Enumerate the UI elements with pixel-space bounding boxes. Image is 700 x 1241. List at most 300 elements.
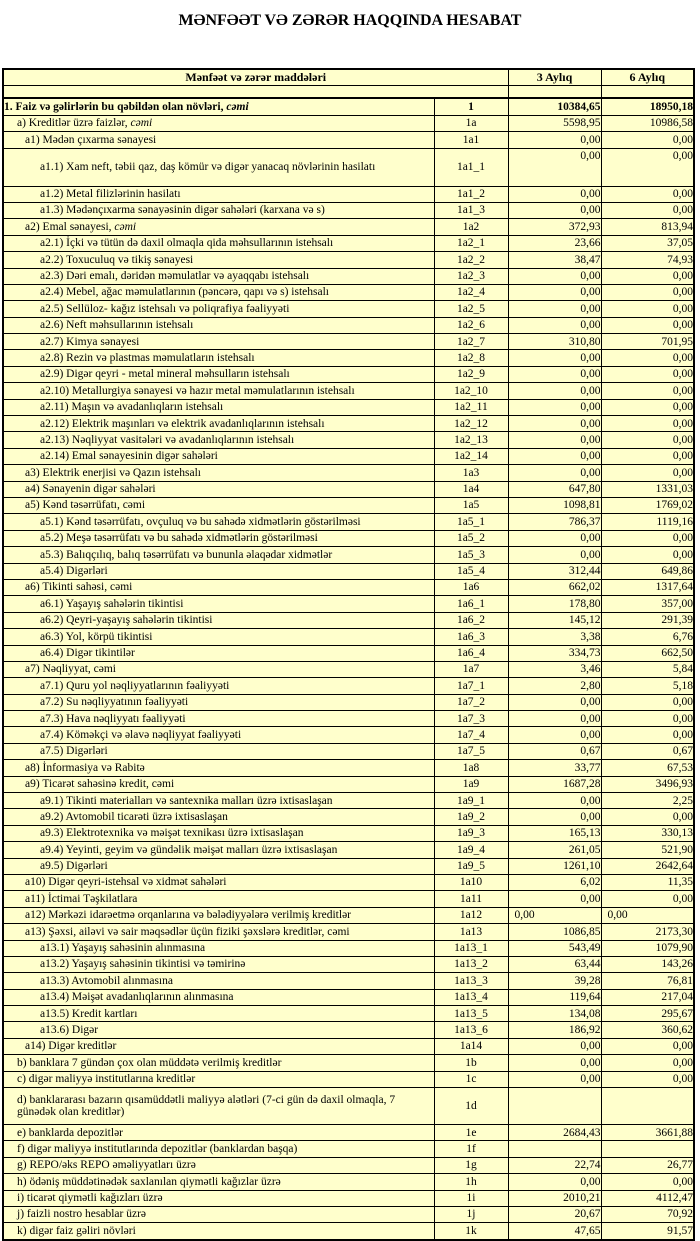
- row-value-3-ayliq: 0,00: [508, 350, 601, 366]
- row-value-3-ayliq: 39,28: [508, 973, 601, 989]
- row-label: [3, 874, 434, 890]
- row-code: 1a9_3: [434, 825, 508, 841]
- row-value-6-ayliq: 295,67: [601, 1006, 694, 1022]
- row-value-3-ayliq: 1098,81: [508, 497, 601, 513]
- table-row: [3, 858, 694, 874]
- row-value-3-ayliq: 0,00: [508, 448, 601, 464]
- row-value-3-ayliq: 22,74: [508, 1157, 601, 1173]
- row-label: [3, 1157, 434, 1173]
- row-label-text: a6.1) Yaşayış sahələrin tikintisi: [40, 597, 184, 610]
- row-value-3-ayliq: 0,00: [508, 432, 601, 448]
- row-label: [3, 1055, 434, 1071]
- row-label-text: a4) Sənayenin digər sahələri: [25, 483, 156, 496]
- row-label: [3, 727, 434, 743]
- table-row: [3, 284, 694, 300]
- table-row: [3, 1038, 694, 1054]
- table-row: [3, 465, 694, 481]
- row-label: [3, 1088, 434, 1125]
- profit-loss-table: [2, 68, 695, 1241]
- row-label-text: a5.4) Digərləri: [40, 565, 108, 578]
- row-value-6-ayliq: 0,00: [601, 186, 694, 202]
- row-value-6-ayliq: 1317,64: [601, 579, 694, 595]
- row-value-3-ayliq: 543,49: [508, 940, 601, 956]
- row-label: [3, 661, 434, 677]
- row-label: [3, 579, 434, 595]
- row-label-text: a2.7) Kimya sənayesi: [40, 335, 140, 348]
- row-label: [3, 776, 434, 792]
- row-value-3-ayliq: 20,67: [508, 1207, 601, 1223]
- row-value-6-ayliq: [601, 1141, 694, 1157]
- table-row: [3, 579, 694, 595]
- row-code: 1a14: [434, 1038, 508, 1054]
- row-value-3-ayliq: 0,00: [508, 148, 601, 186]
- row-label-text: c) digər maliyyə institutlarına kreditlər: [17, 1073, 196, 1086]
- row-value-6-ayliq: 10986,58: [601, 115, 694, 131]
- table-row: [3, 629, 694, 645]
- row-label-text: a2.3) Dəri emalı, dəridən məmulatlar və ayaqqabı istehsalı: [40, 270, 310, 282]
- row-value-6-ayliq: 0,00: [601, 416, 694, 432]
- row-label-text: a6.3) Yol, körpü tikintisi: [40, 630, 153, 643]
- row-value-6-ayliq: 2642,64: [601, 858, 694, 874]
- row-value-6-ayliq: 330,13: [601, 825, 694, 841]
- row-value-6-ayliq: 0,00: [601, 366, 694, 382]
- row-label: [3, 301, 434, 317]
- row-value-6-ayliq: 0,00: [601, 1038, 694, 1054]
- row-code: 1a7_5: [434, 743, 508, 759]
- row-value-6-ayliq: 701,95: [601, 334, 694, 350]
- row-value-3-ayliq: 1086,85: [508, 924, 601, 940]
- report-table-body: [3, 98, 694, 1239]
- row-value-6-ayliq: 0,00: [601, 465, 694, 481]
- row-value-6-ayliq: 0,00: [601, 1071, 694, 1087]
- row-label: [3, 148, 434, 186]
- spacer-cell: [601, 86, 694, 99]
- table-row: [3, 399, 694, 415]
- table-row: [3, 645, 694, 661]
- row-label-text: 1. Faiz və gəlirlərin bu qəbildən olan növləri,: [4, 100, 227, 113]
- header-items-label: Mənfəət və zərər maddələri: [3, 69, 508, 86]
- header-col-6-ayliq: 6 Aylıq: [601, 69, 694, 86]
- row-value-3-ayliq: 2010,21: [508, 1190, 601, 1206]
- row-code: 1a2_6: [434, 317, 508, 333]
- row-value-3-ayliq: 1687,28: [508, 776, 601, 792]
- row-label-text: a2.1) İçki və tütün də daxil olmaqla qida məhsullarının istehsalı: [40, 237, 334, 250]
- row-label: [3, 383, 434, 399]
- table-row: [3, 842, 694, 858]
- row-value-6-ayliq: [601, 1088, 694, 1125]
- row-code: 1a13_1: [434, 940, 508, 956]
- row-label-text: a2.11) Maşın və avadanlıqların istehsalı: [40, 401, 224, 414]
- row-value-3-ayliq: 47,65: [508, 1223, 601, 1240]
- row-value-6-ayliq: 0,00: [601, 530, 694, 546]
- table-row: [3, 612, 694, 628]
- row-code: 1a7_3: [434, 711, 508, 727]
- row-label-text: a2.9) Digər qeyri - metal mineral məhsulların istehsalı: [40, 368, 290, 381]
- row-code: 1a13_4: [434, 989, 508, 1005]
- row-label-text: a7.2) Su nəqliyyatının fəaliyyəti: [40, 696, 189, 709]
- row-value-6-ayliq: 0,00: [601, 268, 694, 284]
- row-label-text: a7.3) Hava nəqliyyatı fəaliyyəti: [40, 712, 186, 725]
- row-label: [3, 514, 434, 530]
- row-label-text: a9) Ticarət sahəsinə kredit, cəmi: [25, 778, 175, 791]
- row-label: [3, 334, 434, 350]
- table-row: [3, 317, 694, 333]
- row-value-3-ayliq: 786,37: [508, 514, 601, 530]
- row-code: 1a13_6: [434, 1022, 508, 1038]
- row-label-text: a2.2) Toxuculuq və tikiş sənayesi: [40, 253, 194, 266]
- row-label: [3, 858, 434, 874]
- row-label-text: a2.5) Sellüloz- kağız istehsalı və poliqrafiya fəaliyyəti: [40, 302, 290, 315]
- row-value-3-ayliq: 2,80: [508, 678, 601, 694]
- row-code: 1a11: [434, 891, 508, 907]
- row-value-6-ayliq: 0,00: [601, 891, 694, 907]
- row-label: [3, 465, 434, 481]
- row-value-3-ayliq: [508, 1141, 601, 1157]
- row-code: 1a13_2: [434, 956, 508, 972]
- row-value-6-ayliq: 0,00: [601, 432, 694, 448]
- table-row: [3, 235, 694, 251]
- row-label-text: a1.3) Mədənçıxarma sənayəsinin digər sahələri (karxana və s): [40, 204, 325, 217]
- table-row: [3, 481, 694, 497]
- row-label: [3, 1190, 434, 1206]
- row-value-3-ayliq: 0,00: [508, 202, 601, 218]
- row-label: [3, 907, 434, 923]
- row-value-3-ayliq: 0,00: [508, 366, 601, 382]
- table-row: [3, 727, 694, 743]
- row-label: [3, 760, 434, 776]
- row-code: 1c: [434, 1071, 508, 1087]
- row-label-text: a5.1) Kənd təsərrüfatı, ovçuluq və bu sahədə xidmətlərin göstərilməsi: [40, 515, 361, 528]
- row-code: 1a5_4: [434, 563, 508, 579]
- row-value-6-ayliq: 0,00: [601, 711, 694, 727]
- row-label: [3, 678, 434, 694]
- table-row: [3, 202, 694, 218]
- row-code: 1b: [434, 1055, 508, 1071]
- table-row: [3, 661, 694, 677]
- row-label-text: a13.4) Məişət avadanlıqlarının alınmasına: [40, 991, 234, 1004]
- row-value-6-ayliq: 0,00: [601, 148, 694, 186]
- row-value-6-ayliq: 357,00: [601, 596, 694, 612]
- row-label-text: a13.2) Yaşayış sahəsinin tikintisi və təmirinə: [40, 958, 246, 971]
- table-row: [3, 907, 694, 923]
- row-label-italic-suffix: cəmi: [226, 100, 249, 113]
- row-label: [3, 448, 434, 464]
- row-code: 1a13: [434, 924, 508, 940]
- row-value-6-ayliq: 0,00: [601, 202, 694, 218]
- row-label: [3, 1207, 434, 1223]
- row-value-6-ayliq: 91,57: [601, 1223, 694, 1240]
- row-label: [3, 1223, 434, 1240]
- row-value-3-ayliq: 0,00: [508, 711, 601, 727]
- table-row: [3, 1006, 694, 1022]
- row-label-text: a13.6) Digər: [40, 1023, 99, 1036]
- table-row: [3, 924, 694, 940]
- spacer-cell: [3, 86, 508, 99]
- row-value-3-ayliq: 0,00: [508, 284, 601, 300]
- row-value-3-ayliq: 2684,43: [508, 1125, 601, 1141]
- row-value-6-ayliq: 0,00: [601, 284, 694, 300]
- table-row: [3, 132, 694, 148]
- table-row: [3, 711, 694, 727]
- row-label-text: a6.4) Digər tikintilər: [40, 646, 135, 659]
- table-row: [3, 809, 694, 825]
- row-value-6-ayliq: 1769,02: [601, 497, 694, 513]
- row-value-3-ayliq: 0,00: [508, 186, 601, 202]
- row-value-3-ayliq: 5598,95: [508, 115, 601, 131]
- row-value-6-ayliq: 5,84: [601, 661, 694, 677]
- row-value-6-ayliq: 70,92: [601, 1207, 694, 1223]
- row-code: 1a4: [434, 481, 508, 497]
- row-code: 1a2_1: [434, 235, 508, 251]
- table-row: [3, 563, 694, 579]
- row-value-6-ayliq: 521,90: [601, 842, 694, 858]
- row-value-6-ayliq: 2173,30: [601, 924, 694, 940]
- row-label-text: a14) Digər kreditlər: [25, 1040, 117, 1053]
- row-value-3-ayliq: 647,80: [508, 481, 601, 497]
- table-row: [3, 694, 694, 710]
- row-label-text: a13.3) Avtomobil alınmasına: [40, 974, 173, 987]
- table-row: [3, 1125, 694, 1141]
- row-value-6-ayliq: 3661,88: [601, 1125, 694, 1141]
- row-label-text: a2.4) Mebel, ağac məmulatlarının (pəncərə, qapı və s) istehsalı: [40, 286, 329, 299]
- row-value-3-ayliq: 0,00: [508, 809, 601, 825]
- row-label-text: a5.2) Meşə təsərrüfatı və bu sahədə xidmətlərin göstərilməsi: [40, 532, 318, 545]
- row-label: [3, 399, 434, 415]
- row-value-6-ayliq: 26,77: [601, 1157, 694, 1173]
- row-label: [3, 1022, 434, 1038]
- row-value-3-ayliq: 0,00: [508, 907, 601, 923]
- row-label-text: a2.8) Rezin və plastmas məmulatların istehsalı: [40, 351, 255, 364]
- row-value-6-ayliq: 0,00: [601, 694, 694, 710]
- row-label-text: e) banklarda depozitlər: [17, 1126, 123, 1139]
- row-value-3-ayliq: 0,00: [508, 1071, 601, 1087]
- row-code: 1a2_10: [434, 383, 508, 399]
- row-label-text: a9.5) Digərləri: [40, 860, 108, 873]
- row-label: [3, 645, 434, 661]
- row-label-text: a9.3) Elektrotexnika və məişət texnikası üzrə ixtisaslaşan: [40, 827, 304, 840]
- row-value-3-ayliq: 0,00: [508, 1055, 601, 1071]
- row-label: [3, 235, 434, 251]
- row-code: 1j: [434, 1207, 508, 1223]
- row-label: [3, 219, 434, 235]
- row-code: 1a7_2: [434, 694, 508, 710]
- row-label-text: d) banklararası bazarın qısamüddətli maliyyə alətləri (7-ci gün də daxil olmaqla, 7 günədək olan kreditlər): [17, 1093, 396, 1119]
- table-row: [3, 1071, 694, 1087]
- row-label: [3, 809, 434, 825]
- row-value-3-ayliq: 6,02: [508, 874, 601, 890]
- row-code: 1a6_1: [434, 596, 508, 612]
- row-value-3-ayliq: 0,00: [508, 547, 601, 563]
- row-value-6-ayliq: 0,00: [601, 399, 694, 415]
- table-row: [3, 514, 694, 530]
- row-value-3-ayliq: 0,00: [508, 727, 601, 743]
- row-value-3-ayliq: 0,00: [508, 268, 601, 284]
- row-label: [3, 891, 434, 907]
- table-row: [3, 186, 694, 202]
- row-label: [3, 530, 434, 546]
- row-value-3-ayliq: 0,00: [508, 132, 601, 148]
- row-value-6-ayliq: 0,00: [601, 1174, 694, 1190]
- row-value-6-ayliq: 0,00: [601, 448, 694, 464]
- row-label-text: a1) Mədən çıxarma sənayesi: [25, 133, 157, 146]
- row-code: 1a2_8: [434, 350, 508, 366]
- row-value-6-ayliq: 18950,18: [601, 98, 694, 115]
- row-code: 1a7_1: [434, 678, 508, 694]
- row-code: 1a2_12: [434, 416, 508, 432]
- row-value-3-ayliq: 0,00: [508, 1174, 601, 1190]
- table-row: [3, 825, 694, 841]
- row-value-3-ayliq: 178,80: [508, 596, 601, 612]
- row-code: 1a2_9: [434, 366, 508, 382]
- table-row: [3, 497, 694, 513]
- row-label-text: a2.10) Metallurgiya sənayesi və hazır metal məmulatlarının istehsalı: [40, 384, 355, 397]
- row-label-text: a2) Emal sənayesi,: [25, 220, 115, 233]
- row-label: [3, 284, 434, 300]
- row-value-3-ayliq: 145,12: [508, 612, 601, 628]
- row-code: 1a6_3: [434, 629, 508, 645]
- row-value-3-ayliq: 3,46: [508, 661, 601, 677]
- row-value-6-ayliq: 3496,93: [601, 776, 694, 792]
- row-label: [3, 416, 434, 432]
- table-row: [3, 350, 694, 366]
- row-label: [3, 1141, 434, 1157]
- row-label: [3, 973, 434, 989]
- row-label: [3, 432, 434, 448]
- row-code: 1a10: [434, 874, 508, 890]
- row-value-6-ayliq: 2,25: [601, 793, 694, 809]
- table-row: [3, 678, 694, 694]
- row-label-text: a9.4) Yeyinti, geyim və gündəlik məişət malları üzrə ixtisaslaşan: [40, 843, 338, 856]
- row-value-6-ayliq: 11,35: [601, 874, 694, 890]
- row-value-3-ayliq: 0,00: [508, 416, 601, 432]
- row-code: 1d: [434, 1088, 508, 1125]
- table-row: [3, 1088, 694, 1125]
- row-value-3-ayliq: 134,08: [508, 1006, 601, 1022]
- row-code: 1a12: [434, 907, 508, 923]
- row-value-6-ayliq: 6,76: [601, 629, 694, 645]
- row-label-text: a11) İctimai Təşkilatlara: [25, 892, 138, 905]
- row-label: [3, 563, 434, 579]
- row-value-3-ayliq: 0,00: [508, 530, 601, 546]
- row-code: 1a9: [434, 776, 508, 792]
- row-label-text: j) faizli nostro hesablar üzrə: [17, 1208, 146, 1221]
- row-label: [3, 956, 434, 972]
- row-label: [3, 711, 434, 727]
- row-label: [3, 842, 434, 858]
- table-row: [3, 760, 694, 776]
- spacer-cell: [508, 86, 601, 99]
- table-row: [3, 956, 694, 972]
- table-row: [3, 98, 694, 115]
- table-row: [3, 416, 694, 432]
- row-code: 1a13_3: [434, 973, 508, 989]
- table-row: [3, 596, 694, 612]
- table-row: [3, 776, 694, 792]
- table-row: [3, 940, 694, 956]
- row-value-6-ayliq: 74,93: [601, 252, 694, 268]
- row-value-3-ayliq: 0,00: [508, 465, 601, 481]
- table-header-row: [3, 69, 694, 86]
- table-row: [3, 1055, 694, 1071]
- row-value-3-ayliq: 0,67: [508, 743, 601, 759]
- table-row: [3, 448, 694, 464]
- row-label-text: a) Kreditlər üzrə faizlər,: [17, 117, 131, 130]
- row-value-6-ayliq: 0,67: [601, 743, 694, 759]
- row-code: 1a2_14: [434, 448, 508, 464]
- row-label: [3, 940, 434, 956]
- row-code: 1f: [434, 1141, 508, 1157]
- table-row: [3, 1190, 694, 1206]
- row-label-text: f) digər maliyyə institutlarında depozitlər (banklardan başqa): [17, 1142, 298, 1155]
- row-label: [3, 481, 434, 497]
- table-row: [3, 115, 694, 131]
- table-row: [3, 1223, 694, 1240]
- row-value-6-ayliq: 360,62: [601, 1022, 694, 1038]
- row-label-text: a3) Elektrik enerjisi və Qazın istehsalı: [25, 466, 201, 479]
- row-value-6-ayliq: 76,81: [601, 973, 694, 989]
- row-value-3-ayliq: 0,00: [508, 694, 601, 710]
- row-label: [3, 793, 434, 809]
- row-code: 1a5_1: [434, 514, 508, 530]
- row-label: [3, 132, 434, 148]
- row-label: [3, 317, 434, 333]
- header-col-3-ayliq: 3 Aylıq: [508, 69, 601, 86]
- row-label-text: a9.2) Avtomobil ticarəti üzrə ixtisaslaşan: [40, 810, 228, 823]
- row-label-text: a5.3) Balıqçılıq, balıq təsərrüfatı və bununla əlaqədar xidmətlər: [40, 548, 333, 561]
- row-label-text: a7.4) Köməkçi və əlavə nəqliyyat fəaliyyəti: [40, 728, 242, 741]
- row-value-6-ayliq: 5,18: [601, 678, 694, 694]
- row-label: [3, 825, 434, 841]
- row-value-6-ayliq: 4112,47: [601, 1190, 694, 1206]
- row-label: [3, 1071, 434, 1087]
- row-label-text: a9.1) Tikinti materialları və santexnika malları üzrə ixtisaslaşan: [40, 794, 333, 807]
- row-label: [3, 924, 434, 940]
- row-label: [3, 202, 434, 218]
- row-label: [3, 366, 434, 382]
- row-value-3-ayliq: 334,73: [508, 645, 601, 661]
- row-code: 1a5_3: [434, 547, 508, 563]
- table-row: [3, 891, 694, 907]
- row-value-3-ayliq: 63,44: [508, 956, 601, 972]
- row-code: 1a8: [434, 760, 508, 776]
- row-value-6-ayliq: 37,05: [601, 235, 694, 251]
- row-label-text: a2.12) Elektrik maşınları və elektrik avadanlıqlarının istehsalı: [40, 417, 325, 430]
- row-label-text: i) ticarət qiymətli kağızları üzrə: [17, 1192, 163, 1205]
- row-value-3-ayliq: 0,00: [508, 891, 601, 907]
- table-row: [3, 301, 694, 317]
- row-value-3-ayliq: 662,02: [508, 579, 601, 595]
- row-code: 1g: [434, 1157, 508, 1173]
- row-label-text: a2.13) Nəqliyyat vasitələri və avadanlıqlarının istehsalı: [40, 433, 295, 446]
- row-code: 1e: [434, 1125, 508, 1141]
- row-code: 1a1: [434, 132, 508, 148]
- row-value-3-ayliq: 312,44: [508, 563, 601, 579]
- row-code: 1a2: [434, 219, 508, 235]
- row-value-6-ayliq: 662,50: [601, 645, 694, 661]
- row-value-6-ayliq: 649,86: [601, 563, 694, 579]
- row-value-3-ayliq: 3,38: [508, 629, 601, 645]
- row-value-6-ayliq: 0,00: [601, 132, 694, 148]
- table-row: [3, 1157, 694, 1173]
- row-value-3-ayliq: 0,00: [508, 317, 601, 333]
- row-label: [3, 596, 434, 612]
- row-code: 1a5: [434, 497, 508, 513]
- row-code: 1a5_2: [434, 530, 508, 546]
- table-row: [3, 219, 694, 235]
- row-value-6-ayliq: 143,26: [601, 956, 694, 972]
- row-value-3-ayliq: 372,93: [508, 219, 601, 235]
- row-label: [3, 743, 434, 759]
